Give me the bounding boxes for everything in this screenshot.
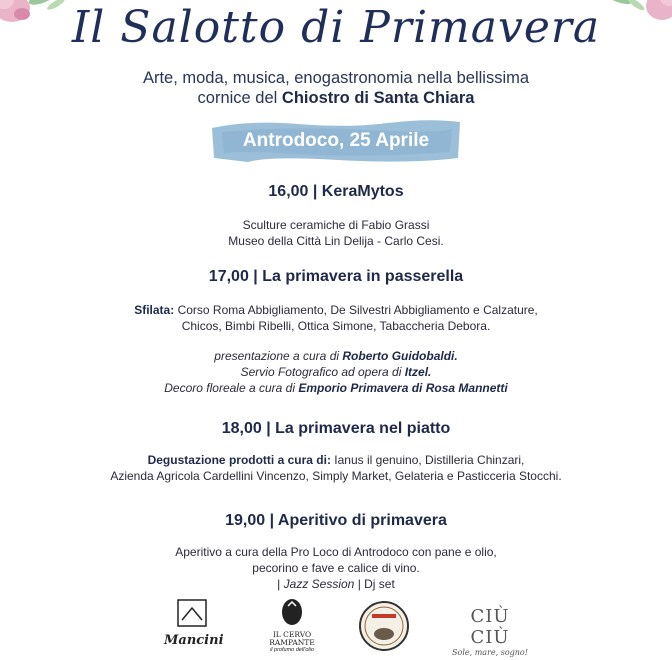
sfilata-line-2: Chicos, Bimbi Ribelli, Ottica Simone, Tabaccheria Debora. <box>181 319 491 333</box>
sfilata-text: Corso Roma Abbigliamento, De Silvestri Abbigliamento e Calzature, <box>177 303 538 317</box>
mancini-wordmark: Mancini <box>164 633 224 648</box>
cervo-name-1: IL CERVO <box>272 630 312 639</box>
page-title: Il Salotto di Primavera <box>71 2 601 53</box>
event-credits-1700 <box>0 348 672 396</box>
credit-line: presentazione a cura di Roberto Guidobaldi. <box>214 349 458 363</box>
credit-line: Servio Fotografico ad opera di Itzel. <box>240 365 432 379</box>
mancini-logo <box>164 598 224 654</box>
event-desc-1600 <box>0 217 672 249</box>
event-heading-1800: 18,00 | La primavera nel piatto <box>221 420 451 437</box>
subtitle-venue: Chiostro di Santa Chiara <box>281 89 475 107</box>
cervo-rampante-logo <box>262 598 322 656</box>
sfilata-line-1 <box>0 302 672 318</box>
event-heading-1600: 16,00 | KeraMytos <box>268 183 404 200</box>
degustazione-line-2: Azienda Agricola Cardellini Vincenzo, Simply Market, Gelateria e Pasticceria Stocchi. <box>110 469 562 483</box>
aperitivo-line-3: | Jazz Session | Dj set <box>277 577 395 591</box>
degustazione-line-1: Degustazione prodotti a cura di: Ianus il genuino, Distilleria Chinzari, <box>147 453 525 467</box>
event-heading-1900: 19,00 | Aperitivo di primavera <box>225 512 447 529</box>
subtitle-line-1: Arte, moda, musica, enogastronomia nella bellissima <box>142 69 530 87</box>
event-heading-1700: 17,00 | La primavera in passerella <box>208 268 464 285</box>
credit-line: Decoro floreale a cura di Emporio Primavera di Rosa Mannetti <box>164 381 508 395</box>
farm-badge-icon <box>358 600 410 652</box>
subtitle-line-2 <box>0 88 672 108</box>
degustazione-label: Degustazione prodotti a cura di: <box>147 453 331 467</box>
ciuciu-tagline: Sole, mare, sogno! <box>452 648 528 657</box>
deer-icon <box>280 598 304 626</box>
event-line: Sculture ceramiche di Fabio Grassi <box>242 218 430 232</box>
event-desc-1900 <box>0 544 672 592</box>
cervo-name-2: RAMPANTE <box>269 638 315 647</box>
ciuciu-wordmark: CIÙ CIÙ <box>470 606 510 648</box>
event-desc-1700 <box>0 302 672 334</box>
mancini-emblem-icon <box>164 598 220 632</box>
subtitle-prefix: cornice del <box>197 89 278 107</box>
event-desc-1800 <box>0 452 672 484</box>
event-date: Antrodoco, 25 Aprile <box>242 130 430 151</box>
ciuciu-logo <box>448 606 532 657</box>
sfilata-label: Sfilata: <box>134 303 175 317</box>
azienda-agricola-badge <box>358 600 410 652</box>
aperitivo-line-1: Aperitivo a cura della Pro Loco di Antrodoco con pane e olio, <box>175 545 497 559</box>
aperitivo-line-2: pecorino e fave e calice di vino. <box>252 561 420 575</box>
subtitle <box>0 68 672 108</box>
event-line: Museo della Città Lin Delija - Carlo Cesi. <box>228 234 444 248</box>
cervo-tagline: il profumo dell'olio <box>270 647 314 653</box>
